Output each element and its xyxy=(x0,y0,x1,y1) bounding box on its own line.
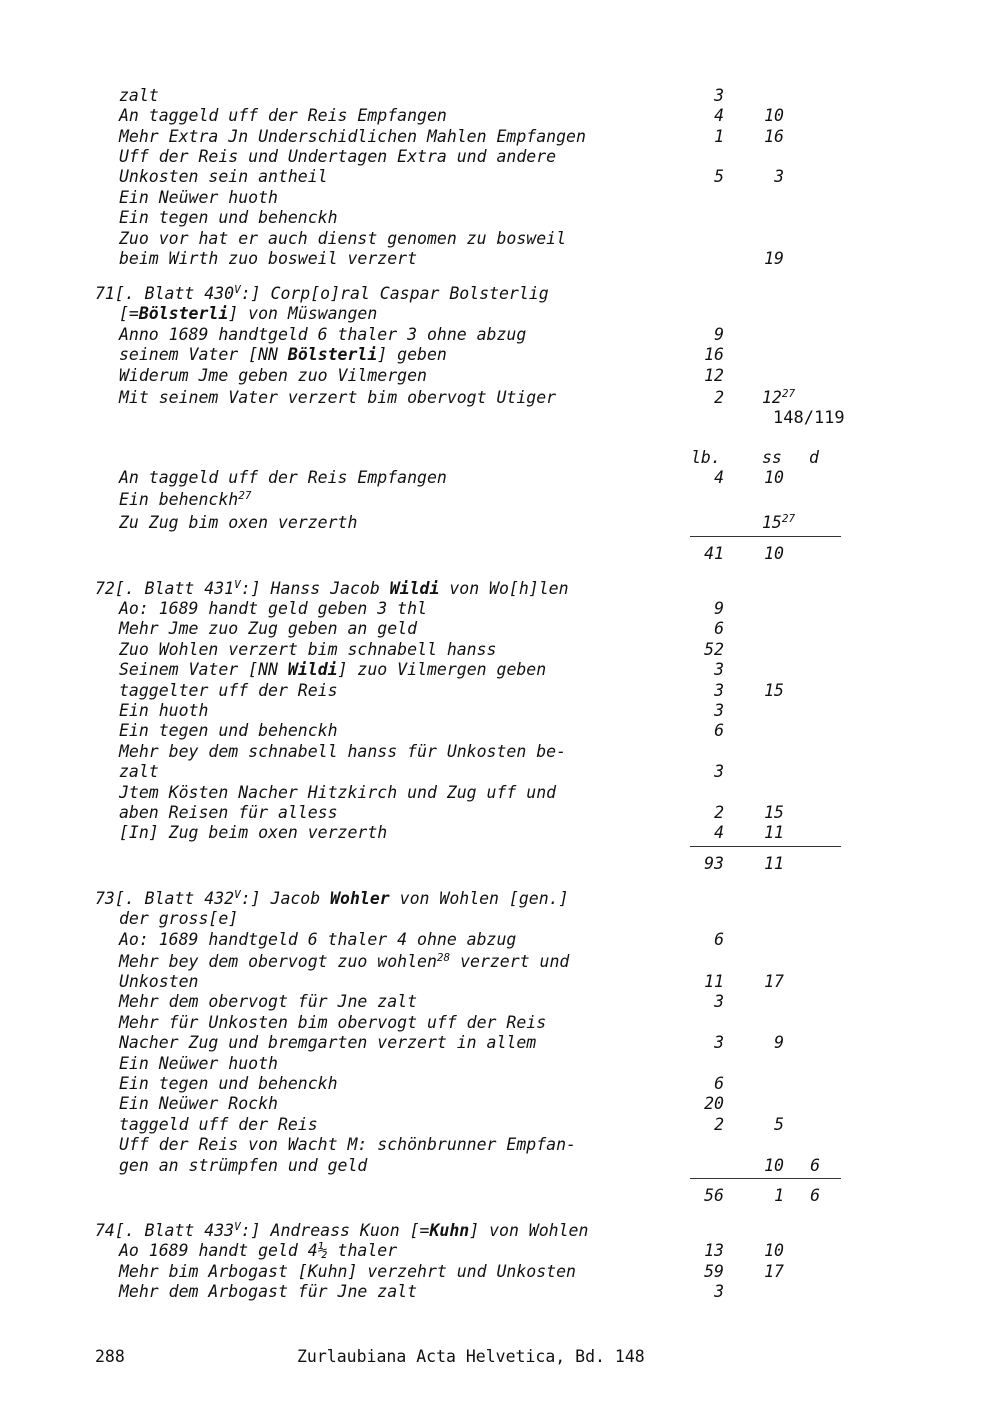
entry-text: Zu Zug bim oxen verzerth xyxy=(119,513,358,532)
ledger-row xyxy=(0,1262,1000,1282)
entry-heading xyxy=(0,579,1000,599)
footnote-ref: 27 xyxy=(781,512,796,525)
ledger-row xyxy=(0,86,1000,106)
column-header-lb: lb. xyxy=(691,448,721,467)
amount-lb: 13 xyxy=(704,1241,724,1260)
ledger-row xyxy=(0,909,1000,929)
amount-ss: 3 xyxy=(774,167,784,186)
surname-bold: Wildi xyxy=(389,579,440,598)
ledger-row xyxy=(0,701,1000,721)
entry-text: Ao: 1689 handt geld geben 3 thl xyxy=(119,599,427,618)
amount-ss: 10 xyxy=(764,1241,784,1260)
ledger-row xyxy=(0,147,1000,167)
amount-lb: 9 xyxy=(714,325,724,344)
amount-ss: 10 xyxy=(764,106,784,125)
ledger-row xyxy=(0,681,1000,701)
column-headers xyxy=(0,448,1000,468)
amount-lb: 52 xyxy=(704,640,724,659)
amount-lb: 6 xyxy=(714,1074,724,1093)
column-header-ss: ss xyxy=(762,448,782,467)
ledger-row xyxy=(0,1074,1000,1094)
surname-bold: Bölsterli xyxy=(287,345,378,364)
amount-lb: 2 xyxy=(714,1115,724,1134)
ledger-row xyxy=(0,1115,1000,1135)
entry-text: taggeld uff der Reis xyxy=(119,1115,318,1134)
ledger-row xyxy=(0,803,1000,823)
amount-lb: 5 xyxy=(714,167,724,186)
entry-text: Zuo Wohlen verzert bim schnabell hanss xyxy=(119,640,497,659)
total-ss: 1 xyxy=(774,1186,784,1205)
entry-text xyxy=(119,345,447,365)
amount-lb: 4 xyxy=(714,468,724,487)
ledger-row xyxy=(0,366,1000,386)
entry-text: An taggeld uff der Reis Empfangen xyxy=(119,468,447,487)
amount-lb: 11 xyxy=(704,972,724,991)
heading-number: 74[. Blatt 433 xyxy=(95,1221,235,1240)
heading-sup: V xyxy=(234,1220,241,1233)
ledger-row xyxy=(0,640,1000,660)
entry-text: Mehr dem obervogt für Jne zalt xyxy=(119,992,418,1011)
ledger-row xyxy=(0,972,1000,992)
amount-value: 12 xyxy=(762,388,782,407)
ledger-row xyxy=(0,188,1000,208)
footnote-ref: 27 xyxy=(781,387,796,400)
entry-heading-text xyxy=(95,889,569,909)
footnote-ref: 27 xyxy=(238,489,252,502)
amount-ss: 19 xyxy=(764,249,784,268)
total-row xyxy=(0,854,1000,874)
entry-text: An taggeld uff der Reis Empfangen xyxy=(119,106,447,125)
amount-lb: 9 xyxy=(714,599,724,618)
ledger-row xyxy=(0,1094,1000,1114)
amount-lb: 6 xyxy=(714,619,724,638)
surname-bold: Kuhn xyxy=(429,1221,470,1240)
entry-text: zalt xyxy=(119,762,159,781)
amount-ss: 17 xyxy=(764,972,784,991)
amount-lb: 59 xyxy=(704,1262,724,1281)
page-reference: 148/119 xyxy=(773,408,845,428)
heading-number: 73[. Blatt 432 xyxy=(95,889,235,908)
ledger-row xyxy=(0,388,1000,408)
entry-text: Ein huoth xyxy=(119,701,209,720)
amount-lb: 3 xyxy=(714,86,724,105)
page-number: 288 xyxy=(95,1347,125,1366)
entry-text: gen an strümpfen und geld xyxy=(119,1156,368,1175)
ledger-row xyxy=(0,1054,1000,1074)
ledger-row xyxy=(0,1282,1000,1302)
text-part: seinem Vater [NN xyxy=(119,345,288,364)
ledger-row xyxy=(0,992,1000,1012)
entry-text: [In] Zug beim oxen verzerth xyxy=(119,823,388,842)
amount-lb: 4 xyxy=(714,106,724,125)
ledger-row xyxy=(0,229,1000,249)
entry-text: aben Reisen für alless xyxy=(119,803,338,822)
amount-lb: 2 xyxy=(714,803,724,822)
total-row xyxy=(0,1186,1000,1206)
entry-heading-text xyxy=(95,284,549,304)
heading-rest: :] Andreass Kuon [= xyxy=(240,1221,430,1240)
heading-rest: ] von Wohlen xyxy=(469,1221,589,1240)
text-part: ] zuo Vilmergen geben xyxy=(337,660,547,679)
entry-text: Ein Neüwer huoth xyxy=(119,1054,278,1073)
amount-lb: 3 xyxy=(714,1033,724,1052)
total-lb: 56 xyxy=(704,1186,724,1205)
entry-text: taggelter uff der Reis xyxy=(119,681,338,700)
surname-bold: Bölsterli xyxy=(138,304,229,323)
entry-text: Mehr für Unkosten bim obervogt uff der Reis xyxy=(119,1013,547,1032)
entry-text: zalt xyxy=(119,86,159,105)
entry-text: Zuo vor hat er auch dienst genomen zu bosweil xyxy=(119,229,567,248)
ledger-row xyxy=(0,325,1000,345)
ledger-row xyxy=(0,127,1000,147)
entry-text: der gross[e] xyxy=(119,909,239,928)
ledger-row xyxy=(0,783,1000,803)
entry-text: Ein Neüwer Rockh xyxy=(119,1094,278,1113)
entry-text: Mehr bim Arbogast [Kuhn] verzehrt und Unkosten xyxy=(119,1262,576,1281)
heading-rest: :] Corp[o]ral Caspar Bolsterlig xyxy=(240,284,549,303)
heading-rest: von Wohlen [gen.] xyxy=(389,889,569,908)
entry-text: Jtem Kösten Nacher Hitzkirch und Zug uff und xyxy=(119,783,557,802)
footer-title: Zurlaubiana Acta Helvetica, Bd. 148 xyxy=(297,1347,645,1366)
entry-text: Mit seinem Vater verzert bim obervogt Utiger xyxy=(119,388,557,407)
ledger-row xyxy=(0,762,1000,782)
amount-lb: 3 xyxy=(714,660,724,679)
entry-text: beim Wirth zuo bosweil verzert xyxy=(119,249,418,268)
ledger-row xyxy=(0,599,1000,619)
heading-rest: :] Hanss Jacob xyxy=(240,579,390,598)
ledger-row xyxy=(0,208,1000,228)
total-ss: 11 xyxy=(764,854,784,873)
ledger-row xyxy=(0,1033,1000,1053)
heading-rest: von Wo[h]len xyxy=(439,579,569,598)
ledger-row xyxy=(0,742,1000,762)
entry-heading-text xyxy=(95,579,569,599)
ledger-row xyxy=(0,490,1000,510)
entry-text: Mehr dem Arbogast für Jne zalt xyxy=(119,1282,418,1301)
ledger-row xyxy=(0,106,1000,126)
entry-text: Anno 1689 handtgeld 6 thaler 3 ohne abzug xyxy=(119,325,527,344)
surname-bold: Wohler xyxy=(330,889,390,908)
amount-ss: 5 xyxy=(774,1115,784,1134)
entry-text: Mehr bey dem schnabell hanss für Unkosten be- xyxy=(119,742,567,761)
text-part: ] von Müswangen xyxy=(228,304,378,323)
ledger-row xyxy=(0,1013,1000,1033)
entry-text: Ao: 1689 handtgeld 6 thaler 4 ohne abzug xyxy=(119,930,517,949)
ledger-row xyxy=(0,1241,1000,1261)
ledger-row xyxy=(0,468,1000,488)
text-part: verzert und xyxy=(450,952,570,971)
amount-lb: 3 xyxy=(714,992,724,1011)
entry-text: Ao 1689 handt geld 4½ thaler xyxy=(119,1241,398,1260)
ledger-row xyxy=(0,345,1000,365)
total-d: 6 xyxy=(810,1186,820,1205)
amount-lb: 4 xyxy=(714,823,724,842)
amount-lb: 3 xyxy=(714,762,724,781)
entry-text: Widerum Jme geben zuo Vilmergen xyxy=(119,366,427,385)
text-part: Mehr bey dem obervogt zuo wohlen xyxy=(119,952,437,971)
total-ss: 10 xyxy=(764,544,784,563)
ledger-row xyxy=(0,823,1000,843)
entry-heading-text xyxy=(95,1221,588,1241)
entry-text xyxy=(119,304,377,324)
total-lb: 93 xyxy=(704,854,724,873)
ledger-row xyxy=(0,249,1000,269)
entry-text xyxy=(119,952,569,972)
amount-ss: 16 xyxy=(764,127,784,146)
ledger-row xyxy=(0,1135,1000,1155)
amount-ss: 10 xyxy=(764,1156,784,1175)
heading-rest: :] Jacob xyxy=(240,889,331,908)
amount-lb: 2 xyxy=(714,388,724,407)
entry-text: Mehr Jme zuo Zug geben an geld xyxy=(119,619,418,638)
amount-ss: 15 xyxy=(764,803,784,822)
sum-rule xyxy=(690,536,841,537)
amount-lb: 3 xyxy=(714,681,724,700)
amount-ss: 11 xyxy=(764,823,784,842)
amount-d: 6 xyxy=(810,1156,820,1175)
entry-text: Mehr Extra Jn Underschidlichen Mahlen Empfangen xyxy=(119,127,586,146)
amount-lb: 3 xyxy=(714,701,724,720)
entry-text: Ein tegen und behenckh xyxy=(119,1074,338,1093)
entry-text: Ein tegen und behenckh xyxy=(119,721,338,740)
amount-ss xyxy=(762,513,804,533)
amount-ss: 10 xyxy=(764,468,784,487)
sum-rule xyxy=(690,846,841,847)
amount-value: 15 xyxy=(762,513,782,532)
amount-lb: 6 xyxy=(714,930,724,949)
ledger-row xyxy=(0,1156,1000,1176)
column-header-d: d xyxy=(809,448,819,467)
ledger-row xyxy=(0,660,1000,680)
heading-number: 72[. Blatt 431 xyxy=(95,579,235,598)
heading-number: 71[. Blatt 430 xyxy=(95,284,235,303)
amount-ss xyxy=(762,388,804,408)
amount-lb: 6 xyxy=(714,721,724,740)
entry-text: Unkosten xyxy=(119,972,199,991)
surname-bold: Wildi xyxy=(287,660,338,679)
entry-text: Uff der Reis und Undertagen Extra und andere xyxy=(119,147,557,166)
entry-text xyxy=(119,490,251,510)
entry-text: Ein tegen und behenckh xyxy=(119,208,338,227)
entry-text: Uff der Reis von Wacht M: schönbrunner Empfan- xyxy=(119,1135,576,1154)
heading-sup: V xyxy=(234,578,241,591)
ledger-row xyxy=(0,721,1000,741)
amount-ss: 15 xyxy=(764,681,784,700)
ledger-row xyxy=(0,952,1000,972)
ledger-row xyxy=(0,167,1000,187)
total-row xyxy=(0,544,1000,564)
ledger-row xyxy=(0,513,1000,533)
ledger-row xyxy=(0,619,1000,639)
amount-lb: 3 xyxy=(714,1282,724,1301)
entry-heading xyxy=(0,284,1000,304)
amount-lb: 12 xyxy=(704,366,724,385)
ledger-row xyxy=(0,304,1000,324)
heading-sup: V xyxy=(234,888,241,901)
amount-lb: 20 xyxy=(704,1094,724,1113)
amount-lb: 1 xyxy=(714,127,724,146)
entry-heading xyxy=(0,1221,1000,1241)
heading-sup: V xyxy=(234,283,241,296)
amount-lb: 16 xyxy=(704,345,724,364)
entry-text xyxy=(119,660,546,680)
text-part: Seinem Vater [NN xyxy=(119,660,288,679)
entry-text: Unkosten sein antheil xyxy=(119,167,328,186)
entry-text: Ein Neüwer huoth xyxy=(119,188,278,207)
sum-rule xyxy=(690,1178,841,1179)
ledger-row xyxy=(0,930,1000,950)
amount-ss: 17 xyxy=(764,1262,784,1281)
text-part: [= xyxy=(119,304,139,323)
entry-text: Nacher Zug und bremgarten verzert in allem xyxy=(119,1033,537,1052)
total-lb: 41 xyxy=(704,544,724,563)
amount-ss: 9 xyxy=(774,1033,784,1052)
footnote-ref: 28 xyxy=(436,951,451,964)
text-part: ] geben xyxy=(377,345,447,364)
entry-heading xyxy=(0,889,1000,909)
text-part: Ein behenckh xyxy=(119,490,239,509)
